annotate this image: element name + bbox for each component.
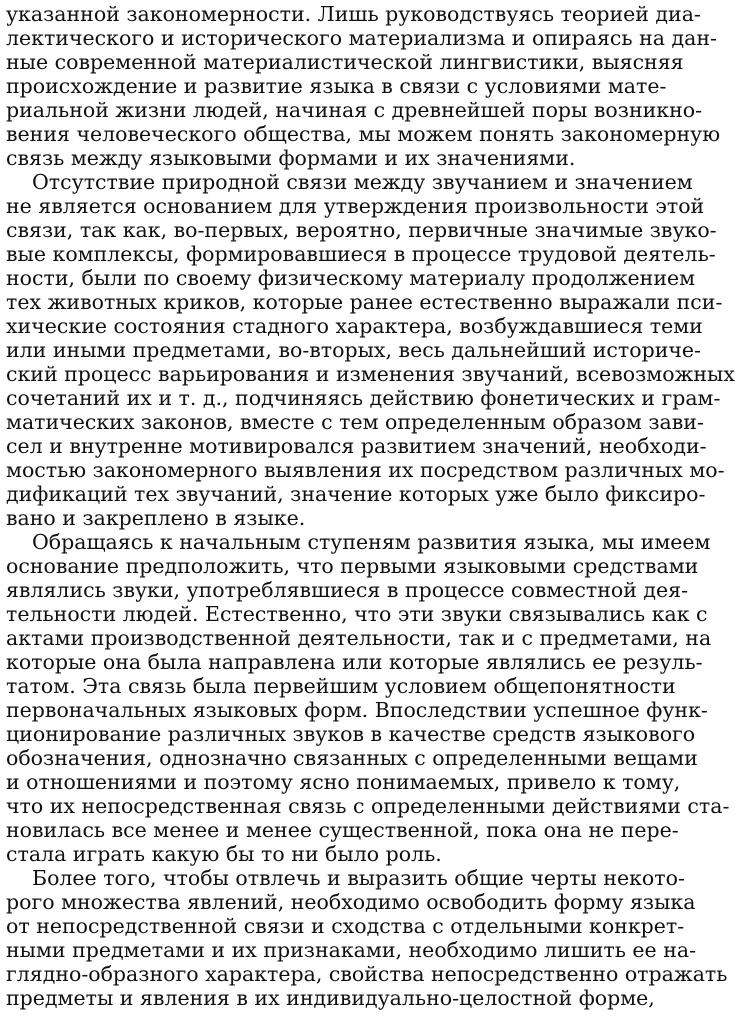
text-line: Отсутствие природной связи между звучанием и значением: [32, 170, 693, 194]
text-line: связи, так как, во-первых, вероятно, первичные значимые звуко-: [6, 218, 717, 242]
text-line: тельности людей. Естественно, что эти звуки связывались как с: [6, 602, 708, 626]
text-line: риальной жизни людей, начиная с древнейшей поры возникно-: [6, 98, 703, 122]
text-line: указанной закономерности. Лишь руководствуясь теорией диа-: [6, 2, 701, 26]
text-line: матических законов, вместе с тем определенным образом зави-: [6, 410, 704, 434]
text-line: вения человеческого общества, мы можем понять закономерную: [6, 122, 721, 146]
text-line: что их непосредственная связь с определенными действиями ста-: [6, 794, 730, 818]
text-line: ский процесс варьирования и изменения звучаний, всевозможных: [6, 362, 735, 386]
text-line: вано и закреплено в языке.: [6, 506, 306, 530]
text-line: обозначения, однозначно связанных с определенными вещами: [6, 746, 698, 770]
text-line: глядно-образного характера, свойства непосредственно отражать: [6, 962, 728, 986]
text-line: происхождение и развитие языка в связи с условиями мате-: [6, 74, 667, 98]
text-line: являлись звуки, употреблявшиеся в процессе совместной дея-: [6, 578, 689, 602]
text-line: сел и внутренне мотивировался развитием значений, необходи-: [6, 434, 707, 458]
text-line: первоначальных языковых форм. Впоследствии успешное функ-: [6, 698, 708, 722]
text-line: или иными предметами, во-вторых, весь дальнейший историче-: [6, 338, 701, 362]
text-line: которые она была направлена или которые являлись ее резуль-: [6, 650, 703, 674]
text-line: ционирование различных звуков в качестве средств языкового: [6, 722, 696, 746]
text-line: ности, были по своему физическому материалу продолжением: [6, 266, 696, 290]
text-line: тех животных криков, которые ранее естественно выражали пси-: [6, 290, 723, 314]
text-line: ными предметами и их признаками, необходимо лишить ее на-: [6, 938, 697, 962]
book-page: [6, 0, 735, 1032]
text-line: Более того, чтобы отвлечь и выразить общие черты некото-: [32, 866, 685, 890]
text-line: стала играть какую бы то ни было роль.: [6, 842, 442, 866]
text-line: ные современной материалистической лингвистики, выясняя: [6, 50, 684, 74]
text-line: мостью закономерного выявления их посредством различных мо-: [6, 458, 725, 482]
text-line: Обращаясь к начальным ступеням развития языка, мы имеем: [32, 530, 711, 554]
text-line: хические состояния стадного характера, возбуждавшиеся теми: [6, 314, 703, 338]
text-line: актами производственной деятельности, так и с предметами, на: [6, 626, 712, 650]
text-line: татом. Эта связь была первейшим условием общепонятности: [6, 674, 676, 698]
text-line: предметы и явления в их индивидуально-целостной форме,: [6, 986, 655, 1010]
text-line: не является основанием для утверждения произвольности этой: [6, 194, 705, 218]
text-line: рого множества явлений, необходимо освободить форму языка: [6, 890, 696, 914]
text-line: новилась все менее и менее существенной, пока она не пере-: [6, 818, 679, 842]
text-line: основание предположить, что первыми языковыми средствами: [6, 554, 699, 578]
text-line: от непосредственной связи и сходства с отдельными конкрет-: [6, 914, 685, 938]
text-line: связь между языковыми формами и их значениями.: [6, 146, 576, 170]
text-line: лектического и исторического материализма и опираясь на дан-: [6, 26, 717, 50]
text-line: и отношениями и поэтому ясно понимаемых, привело к тому,: [6, 770, 681, 794]
text-line: сочетаний их и т. д., подчиняясь действию фонетических и грам-: [6, 386, 721, 410]
text-line: дификаций тех звучаний, значение которых уже было фиксиро-: [6, 482, 706, 506]
text-line: вые комплексы, формировавшиеся в процессе трудовой деятель-: [6, 242, 716, 266]
